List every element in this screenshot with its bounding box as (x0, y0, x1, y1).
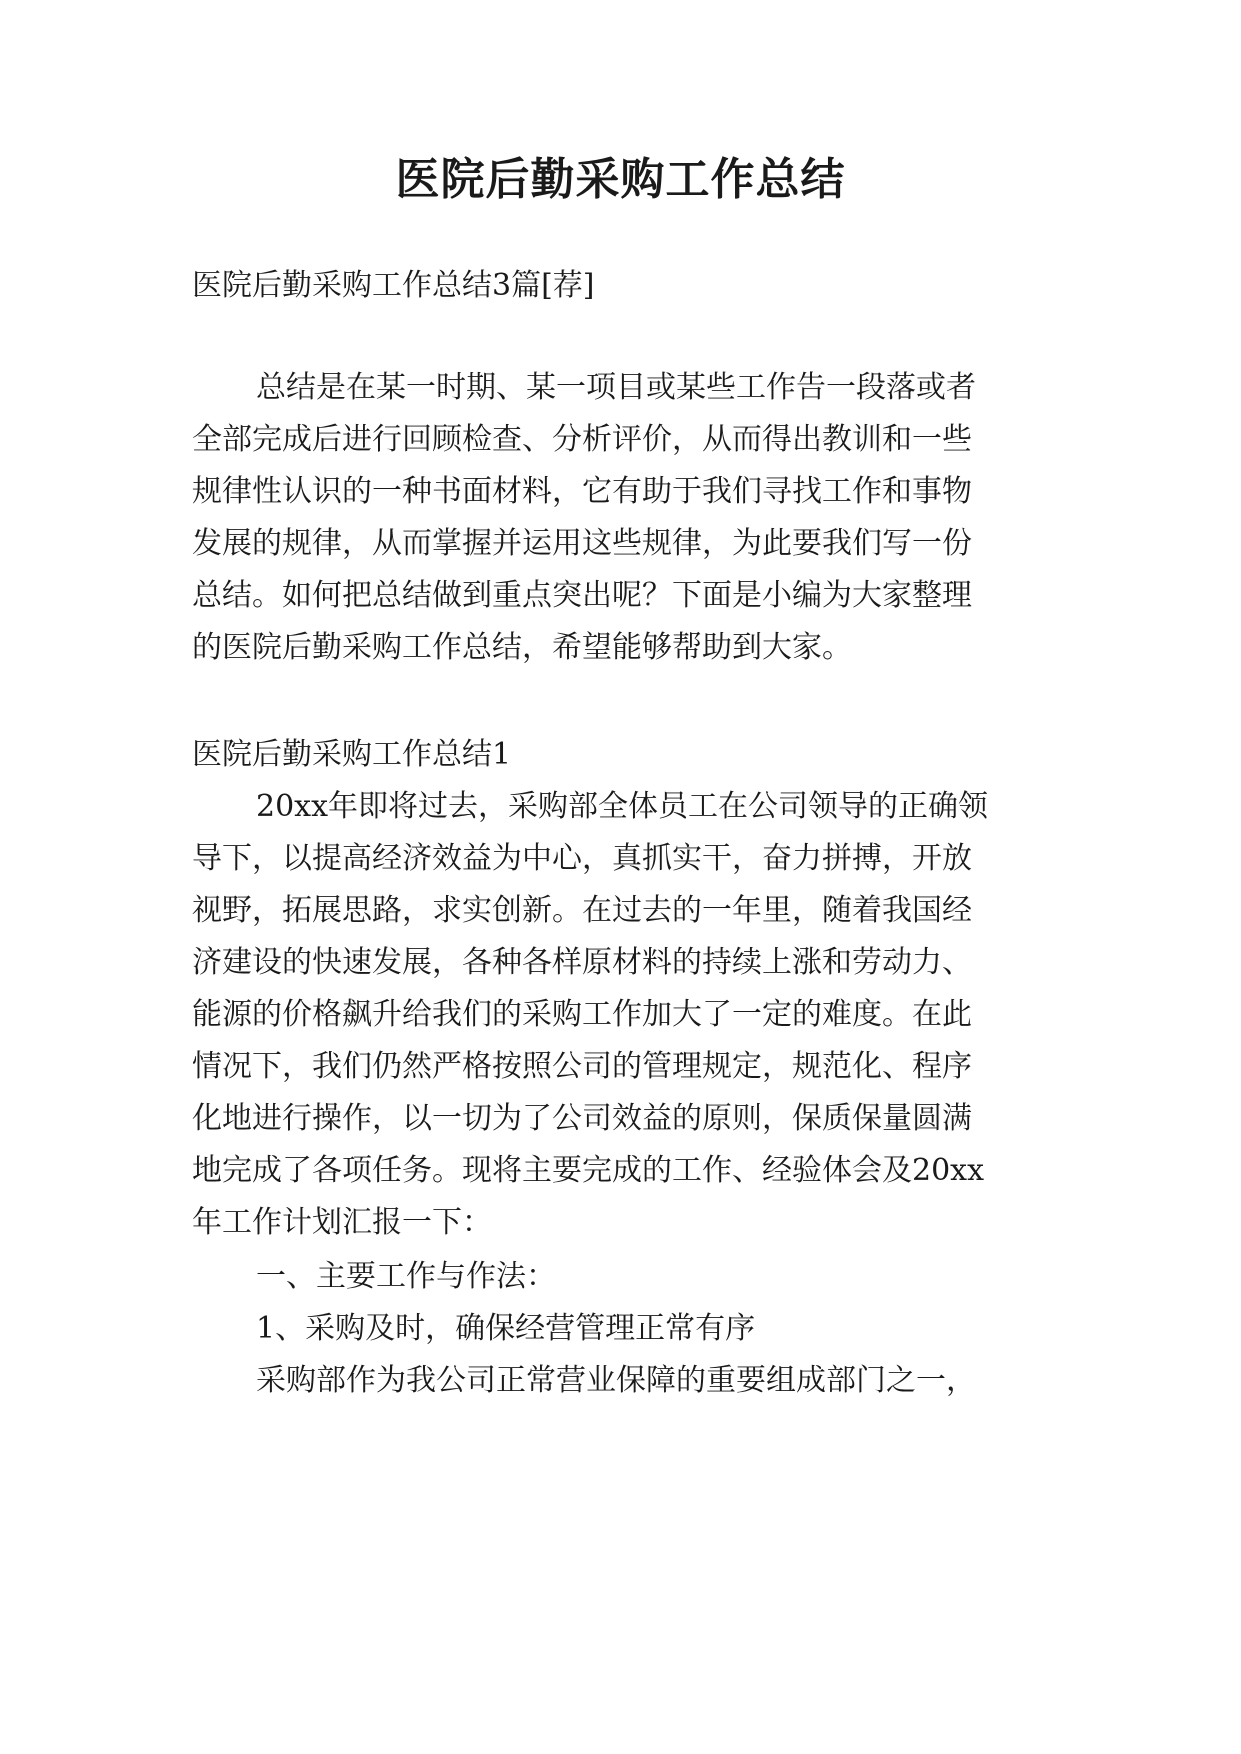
section-line: 济建设的快速发展，各种各样原材料的持续上涨和劳动力、 (192, 945, 972, 980)
section-line: 地完成了各项任务。现将主要完成的工作、经验体会及20xx (192, 1153, 985, 1188)
section-line: 化地进行操作，以一切为了公司效益的原则，保质保量圆满 (192, 1101, 972, 1136)
document-subtitle: 医院后勤采购工作总结3篇[荐] (192, 268, 595, 303)
intro-line: 的医院后勤采购工作总结，希望能够帮助到大家。 (192, 630, 852, 665)
intro-line: 总结是在某一时期、某一项目或某些工作告一段落或者 (256, 370, 976, 405)
document-title: 医院后勤采购工作总结 (395, 154, 846, 205)
item-heading: 1、采购及时，确保经营管理正常有序 (256, 1311, 756, 1346)
section-line: 情况下，我们仍然严格按照公司的管理规定，规范化、程序 (192, 1049, 972, 1084)
subheading-main-work: 一、主要工作与作法： (256, 1259, 556, 1294)
section-line: 年工作计划汇报一下： (192, 1205, 492, 1240)
item-body-line: 采购部作为我公司正常营业保障的重要组成部门之一， (256, 1363, 976, 1398)
section-line: 视野，拓展思路，求实创新。在过去的一年里，随着我国经 (192, 893, 972, 928)
intro-line: 发展的规律，从而掌握并运用这些规律，为此要我们写一份 (192, 526, 972, 561)
intro-line: 总结。如何把总结做到重点突出呢？下面是小编为大家整理 (192, 578, 972, 613)
section-heading: 医院后勤采购工作总结1 (192, 737, 512, 772)
section-line: 能源的价格飙升给我们的采购工作加大了一定的难度。在此 (192, 997, 972, 1032)
section-line: 导下，以提高经济效益为中心，真抓实干，奋力拼搏，开放 (192, 841, 972, 876)
intro-line: 全部完成后进行回顾检查、分析评价，从而得出教训和一些 (192, 422, 972, 457)
intro-line: 规律性认识的一种书面材料，它有助于我们寻找工作和事物 (192, 474, 972, 509)
section-line: 20xx年即将过去，采购部全体员工在公司领导的正确领 (256, 789, 989, 824)
